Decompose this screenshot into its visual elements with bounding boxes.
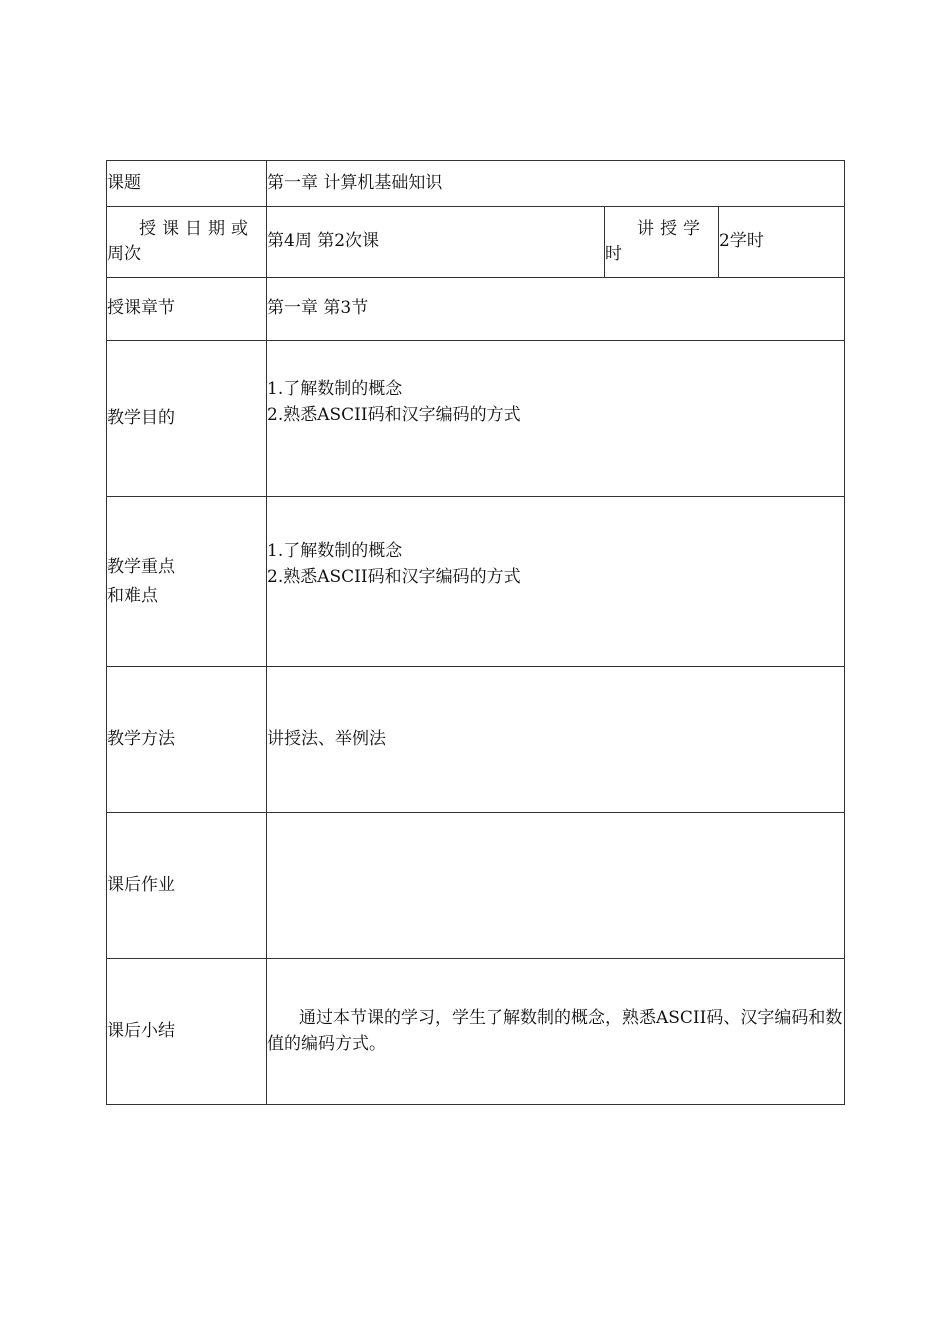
methods-value: 讲授法、举例法 xyxy=(267,667,845,813)
topic-value: 第一章 计算机基础知识 xyxy=(267,161,845,207)
topic-label: 课题 xyxy=(107,161,267,207)
schedule-label xyxy=(107,207,267,278)
key-points-value xyxy=(267,497,845,667)
key-points-item: 1.了解数制的概念 xyxy=(267,541,403,561)
key-points-label-line1: 教学重点 xyxy=(107,556,175,577)
hours-label-line1: 讲授学 xyxy=(637,218,706,239)
schedule-label-line1: 授课日期或 xyxy=(139,218,254,239)
summary-label: 课后小结 xyxy=(107,959,267,1105)
homework-label: 课后作业 xyxy=(107,813,267,959)
objectives-item: 1.了解数制的概念 xyxy=(267,379,403,399)
row-chapter xyxy=(107,278,845,341)
objectives-label: 教学目的 xyxy=(107,341,267,497)
key-points-label-line2: 和难点 xyxy=(107,585,158,606)
row-objectives xyxy=(107,341,845,497)
chapter-value: 第一章 第3节 xyxy=(267,278,845,341)
row-homework xyxy=(107,813,845,959)
row-schedule xyxy=(107,207,845,278)
lesson-plan-table xyxy=(106,160,845,1105)
schedule-label-line2: 周次 xyxy=(107,244,141,264)
summary-text: 通过本节课的学习，学生了解数制的概念，熟悉ASCII码、汉字编码和数值的编码方式。 xyxy=(267,1008,843,1054)
chapter-label: 授课章节 xyxy=(107,278,267,341)
hours-value: 2学时 xyxy=(719,207,845,278)
objectives-value xyxy=(267,341,845,497)
homework-value xyxy=(267,813,845,959)
summary-value xyxy=(267,959,845,1105)
row-methods xyxy=(107,667,845,813)
schedule-value: 第4周 第2次课 xyxy=(267,207,605,278)
hours-label xyxy=(605,207,719,278)
row-topic xyxy=(107,161,845,207)
hours-label-line2: 时 xyxy=(605,244,622,264)
row-key-points xyxy=(107,497,845,667)
row-summary xyxy=(107,959,845,1105)
key-points-item: 2.熟悉ASCII码和汉字编码的方式 xyxy=(267,566,521,587)
methods-label: 教学方法 xyxy=(107,667,267,813)
objectives-item: 2.熟悉ASCII码和汉字编码的方式 xyxy=(267,404,521,425)
key-points-label xyxy=(107,497,267,667)
